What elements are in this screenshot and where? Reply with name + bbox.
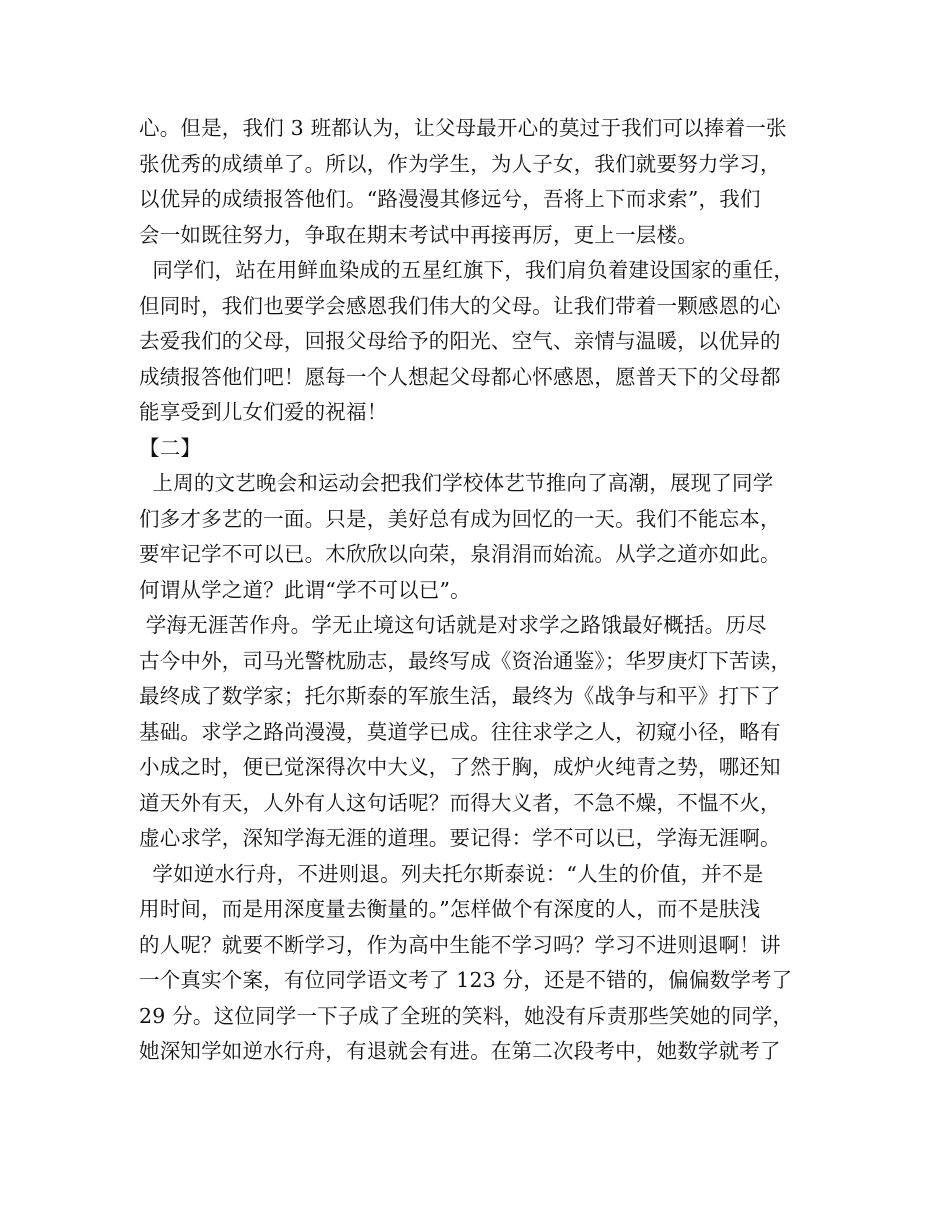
text-line: 同学们，站在用鲜血染成的五星红旗下，我们肩负着建设国家的重任，: [139, 258, 795, 282]
text-line: 小成之时，便已觉深得次中大义，了然于胸，成炉火纯青之势，哪还知: [139, 755, 781, 779]
text-line: 学如逆水行舟，不进则退。列夫托尔斯泰说：“人生的价值，并不是: [139, 861, 764, 886]
text-line: 古今中外，司马光警枕励志，最终写成《资治通鉴》；华罗庚灯下苦读，: [139, 648, 792, 673]
text-line: 去爱我们的父母，回报父母给予的阳光、空气、亲情与温暖，以优异的: [139, 329, 781, 353]
text-line: 成绩报答他们吧！愿每一个人想起父母都心怀感恩，愿普天下的父母都: [139, 364, 781, 389]
text-line: 要牢记学不可以已。木欣欣以向荣，泉涓涓而始流。从学之道亦如此。: [139, 542, 781, 566]
text-line: 一个真实个案，有位同学语文考了 123 分，还是不错的，偏偏数学考了: [139, 968, 793, 992]
text-line: 她深知学如逆水行舟，有退就会有进。在第二次段考中，她数学就考了: [139, 1039, 781, 1063]
text-line: 道天外有天，人外有人这句话呢？而得大义者，不急不燥，不愠不火，: [139, 790, 781, 815]
text-line: 基础。求学之路尚漫漫，莫道学已成。往往求学之人，初窥小径，略有: [139, 719, 781, 744]
text-line: 虚心求学，深知学海无涯的道理。要记得：学不可以已，学海无涯啊。: [139, 826, 781, 850]
text-line: 的人呢？就要不断学习，作为高中生能不学习吗？学习不进则退啊！讲: [139, 932, 781, 957]
text-line: 能享受到儿女们爱的祝福！: [139, 400, 388, 424]
text-line: 何谓从学之道？此谓“学不可以已”。: [139, 577, 471, 602]
text-line: 最终成了数学家；托尔斯泰的军旅生活，最终为《战争与和平》打下了: [139, 684, 781, 708]
text-line: 但同时，我们也要学会感恩我们伟大的父母。让我们带着一颗感恩的心: [139, 293, 781, 318]
text-line: 用时间，而是用深度量去衡量的。”怎样做个有深度的人，而不是肤浅: [139, 897, 761, 921]
text-line: 会一如既往努力，争取在期末考试中再接再厉，更上一层楼。: [139, 222, 698, 247]
text-line: 29 分。这位同学一下子成了全班的笑料，她没有斥责那些笑她的同学，: [139, 1003, 794, 1028]
text-line: 上周的文艺晚会和运动会把我们学校体艺节推向了高潮，展现了同学: [139, 471, 774, 495]
text-line: 张优秀的成绩单了。所以，作为学生，为人子女，我们就要努力学习，: [139, 151, 781, 176]
document-body: [139, 111, 819, 1070]
text-line: 们多才多艺的一面。只是，美好总有成为回忆的一天。我们不能忘本，: [139, 506, 781, 531]
text-line: 心。但是，我们 3 班都认为，让父母最开心的莫过于我们可以捧着一张: [139, 116, 787, 140]
text-line: 以优异的成绩报答他们。“路漫漫其修远兮，吾将上下而求索”，我们: [139, 187, 761, 211]
text-line: 学海无涯苦作舟。学无止境这句话就是对求学之路饿最好概括。历尽: [139, 613, 767, 637]
section-heading: 【二】: [139, 435, 202, 460]
